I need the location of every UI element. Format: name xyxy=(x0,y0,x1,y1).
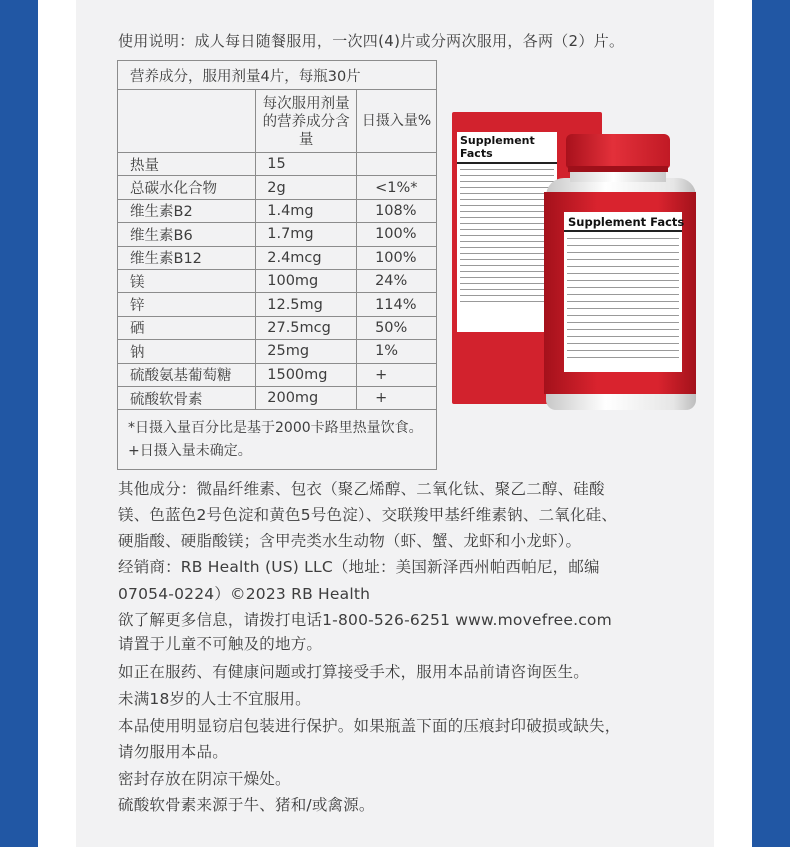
table-row xyxy=(118,386,437,409)
nutrient-name: 硒 xyxy=(118,316,256,339)
nutrient-amount: 12.5mg xyxy=(256,293,357,316)
keep-away-children: 请置于儿童不可触及的地方。 xyxy=(118,635,323,653)
nutrient-amount: 15 xyxy=(256,153,357,176)
back-sf-title: Supplement Facts xyxy=(457,132,557,164)
nutrient-amount: 100mg xyxy=(256,269,357,292)
nutrition-facts-table xyxy=(117,60,437,470)
table-row xyxy=(118,176,437,199)
storage-instructions: 密封存放在阴凉干燥处。 xyxy=(118,770,291,788)
nutrient-amount: 2g xyxy=(256,176,357,199)
table-corner xyxy=(118,90,256,153)
nutrient-name: 维生素B12 xyxy=(118,246,256,269)
nutrient-dv: + xyxy=(357,386,437,409)
nutrient-dv: + xyxy=(357,363,437,386)
nutrient-amount: 25mg xyxy=(256,340,357,363)
table-footnotes xyxy=(118,410,437,470)
distributor-line-1: 经销商：RB Health (US) LLC（地址：美国新泽西州帕西帕尼，邮编 xyxy=(118,558,600,576)
table-row xyxy=(118,246,437,269)
col-amount-header: 每次服用剂量的营养成分含量 xyxy=(256,90,357,153)
right-border xyxy=(752,0,790,847)
nutrient-name: 维生素B6 xyxy=(118,223,256,246)
table-row xyxy=(118,363,437,386)
age-restriction: 未满18岁的人士不宜服用。 xyxy=(118,690,311,708)
bottle-cap-ring xyxy=(568,166,668,172)
consult-doctor: 如正在服药、有健康问题或打算接受手术，服用本品前请咨询医生。 xyxy=(118,663,590,681)
table-row xyxy=(118,340,437,363)
nutrient-dv: 1% xyxy=(357,340,437,363)
nutrient-name: 热量 xyxy=(118,153,256,176)
nutrient-dv: 114% xyxy=(357,293,437,316)
other-ingredients-line-3: 硬脂酸、硬脂酸镁；含甲壳类水生动物（虾、蟹、龙虾和小龙虾）。 xyxy=(118,532,582,550)
footnote-dv: *日摄入量百分比是基于2000卡路里热量饮食。 xyxy=(128,419,423,436)
table-header: 营养成分，服用剂量4片，每瓶30片 xyxy=(118,61,437,90)
tamper-evident-line-2: 请勿服用本品。 xyxy=(118,743,228,761)
footnote-undetermined: +日摄入量未确定。 xyxy=(128,442,252,459)
bottle-label xyxy=(544,192,696,394)
nutrient-amount: 27.5mcg xyxy=(256,316,357,339)
nutrient-dv: 100% xyxy=(357,246,437,269)
distributor-line-2: 07054-0224）©2023 RB Health xyxy=(118,585,371,603)
chondroitin-source: 硫酸软骨素来源于牛、猪和/或禽源。 xyxy=(118,796,375,814)
nutrient-dv: 24% xyxy=(357,269,437,292)
table-row xyxy=(118,269,437,292)
col-dv-header: 日摄入量% xyxy=(357,90,437,153)
nutrient-name: 锌 xyxy=(118,293,256,316)
nutrient-name: 硫酸软骨素 xyxy=(118,386,256,409)
front-sf-title: Supplement Facts xyxy=(564,212,682,232)
left-border xyxy=(0,0,38,847)
nutrient-name: 总碳水化合物 xyxy=(118,176,256,199)
nutrient-amount: 200mg xyxy=(256,386,357,409)
table-row xyxy=(118,223,437,246)
nutrient-dv: 108% xyxy=(357,199,437,222)
right-margin xyxy=(714,0,752,847)
contact-info: 欲了解更多信息，请拨打电话1-800-526-6251 www.movefree.com xyxy=(118,611,612,629)
nutrient-dv: <1%* xyxy=(357,176,437,199)
bottle-cap xyxy=(566,134,670,168)
supplement-bottle xyxy=(544,134,696,410)
nutrient-name: 钠 xyxy=(118,340,256,363)
other-ingredients-line-2: 镁、色蓝色2号色淀和黄色5号色淀）、交联羧甲基纤维素钠、二氧化硅、 xyxy=(118,506,618,524)
nutrient-amount: 1.7mg xyxy=(256,223,357,246)
nutrient-name: 维生素B2 xyxy=(118,199,256,222)
table-row xyxy=(118,293,437,316)
nutrient-dv xyxy=(357,153,437,176)
nutrient-name: 镁 xyxy=(118,269,256,292)
product-image xyxy=(452,112,696,412)
nutrient-amount: 1.4mg xyxy=(256,199,357,222)
table-row xyxy=(118,153,437,176)
table-row xyxy=(118,316,437,339)
front-supplement-facts xyxy=(564,212,685,372)
usage-instructions: 使用说明：成人每日随餐服用，一次四(4)片或分两次服用，各两（2）片。 xyxy=(118,32,625,50)
tamper-evident-line-1: 本品使用明显窃启包装进行保护。如果瓶盖下面的压痕封印破损或缺失， xyxy=(118,717,621,735)
other-ingredients-line-1: 其他成分：微晶纤维素、包衣（聚乙烯醇、二氧化钛、聚乙二醇、硅酸 xyxy=(118,480,605,498)
nutrient-dv: 50% xyxy=(357,316,437,339)
table-row xyxy=(118,199,437,222)
nutrient-name: 硫酸氨基葡萄糖 xyxy=(118,363,256,386)
back-supplement-facts xyxy=(457,132,557,332)
nutrient-dv: 100% xyxy=(357,223,437,246)
left-margin xyxy=(38,0,76,847)
nutrient-amount: 2.4mcg xyxy=(256,246,357,269)
nutrient-amount: 1500mg xyxy=(256,363,357,386)
